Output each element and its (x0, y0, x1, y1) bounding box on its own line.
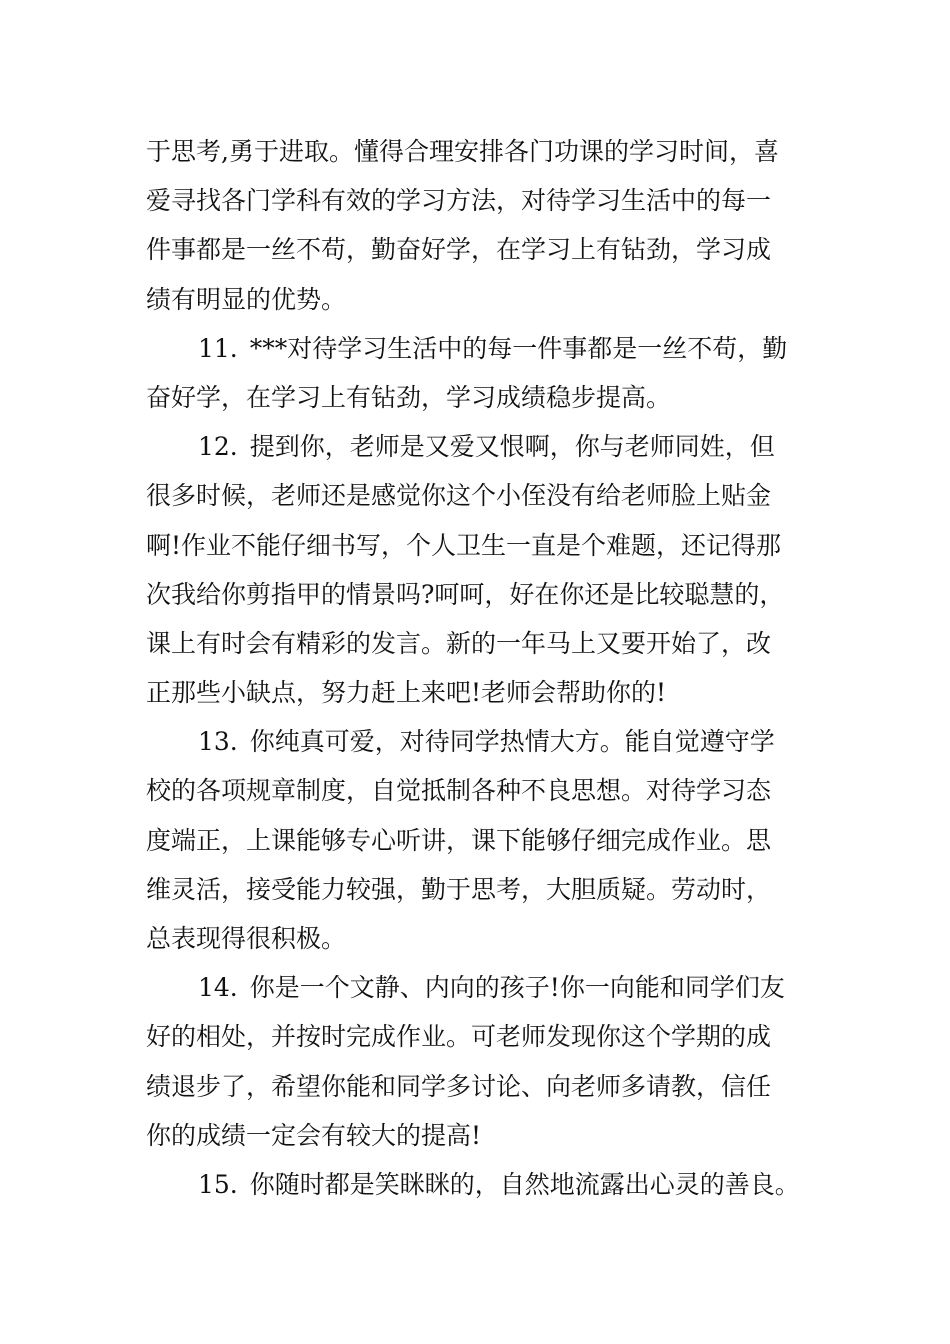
item-number: 14. (198, 973, 238, 1003)
item-text: 你随时都是笑眯眯的，自然地流露出心灵的善良。 (249, 1169, 800, 1199)
paragraph-line: 度端正，上课能够专心听讲，课下能够仔细完成作业。思 (146, 825, 772, 855)
paragraph-line: 维灵活，接受能力较强，勤于思考，大胆质疑。劳动时， (146, 874, 772, 904)
paragraph-line: 好的相处，并按时完成作业。可老师发现你这个学期的成 (146, 1022, 772, 1052)
item-number: 11. (198, 333, 238, 363)
item-number: 15. (198, 1169, 238, 1199)
item-text: 你是一个文静、内向的孩子!你一向能和同学们友 (249, 973, 785, 1003)
list-item-11-first-line (146, 324, 836, 373)
list-item-15-first-line (146, 1160, 836, 1209)
paragraph-line: 绩退步了，希望你能和同学多讨论、向老师多请教，信任 (146, 1071, 772, 1101)
list-item-12-first-line (146, 422, 836, 471)
paragraph-line: 奋好学，在学习上有钻劲，学习成绩稳步提高。 (146, 382, 672, 412)
item-text: ***对待学习生活中的每一件事都是一丝不苟，勤 (249, 333, 788, 363)
item-text: 提到你，老师是又爱又恨啊，你与老师同姓，但 (249, 432, 775, 462)
paragraph-line: 啊!作业不能仔细书写，个人卫生一直是个难题，还记得那 (146, 530, 782, 560)
paragraph-line: 你的成绩一定会有较大的提高! (146, 1120, 482, 1150)
paragraph-line: 件事都是一丝不苟，勤奋好学，在学习上有钻劲，学习成 (146, 235, 772, 265)
paragraph-line: 于思考,勇于进取。懂得合理安排各门功课的学习时间，喜 (146, 137, 779, 166)
paragraph-line: 爱寻找各门学科有效的学习方法，对待学习生活中的每一 (146, 186, 772, 216)
list-item-14-first-line (146, 963, 836, 1012)
document-body (146, 127, 836, 1209)
list-item-13-first-line (146, 717, 836, 766)
paragraph-line: 正那些小缺点，努力赶上来吧!老师会帮助你的! (146, 678, 667, 708)
paragraph-line: 绩有明显的优势。 (146, 284, 347, 314)
item-number: 12. (198, 432, 238, 462)
paragraph-line: 很多时候，老师还是感觉你这个小侄没有给老师脸上贴金 (146, 481, 772, 511)
paragraph-line: 总表现得很积极。 (146, 924, 347, 953)
item-text: 你纯真可爱，对待同学热情大方。能自觉遵守学 (249, 727, 775, 757)
paragraph-line: 课上有时会有精彩的发言。新的一年马上又要开始了，改 (146, 628, 772, 658)
paragraph-line: 校的各项规章制度，自觉抵制各种不良思想。对待学习态 (146, 776, 772, 806)
item-number: 13. (198, 727, 238, 757)
paragraph-line: 次我给你剪指甲的情景吗?呵呵，好在你还是比较聪慧的， (146, 579, 785, 609)
